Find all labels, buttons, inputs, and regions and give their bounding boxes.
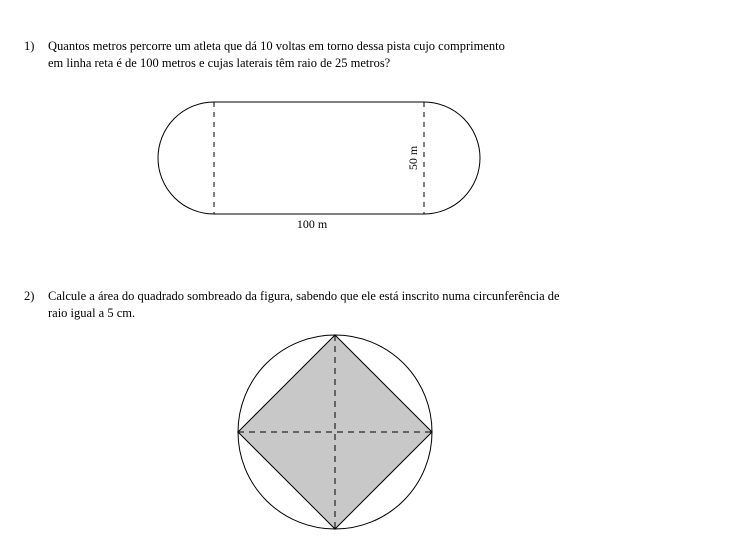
track-outline [158,102,480,214]
track-height-label: 50 m [406,145,420,171]
track-width-label: 100 m [296,217,328,231]
question-2-line-2: raio igual a 5 cm. [48,306,136,320]
question-1-number: 1) [24,39,35,53]
question-2-line-1: Calcule a área do quadrado sombreado da figura, sabendo que ele está inscrito numa circunferência de [48,289,560,303]
track-figure [158,102,480,231]
question-1-line-1: Quantos metros percorre um atleta que dá 10 voltas em torno dessa pista cujo comprimento [48,39,505,53]
shaded-square [238,335,432,529]
inscribed-square-figure [238,335,432,529]
question-1-line-2: em linha reta é de 100 metros e cujas laterais têm raio de 25 metros? [48,56,391,70]
question-2-number: 2) [24,289,35,303]
